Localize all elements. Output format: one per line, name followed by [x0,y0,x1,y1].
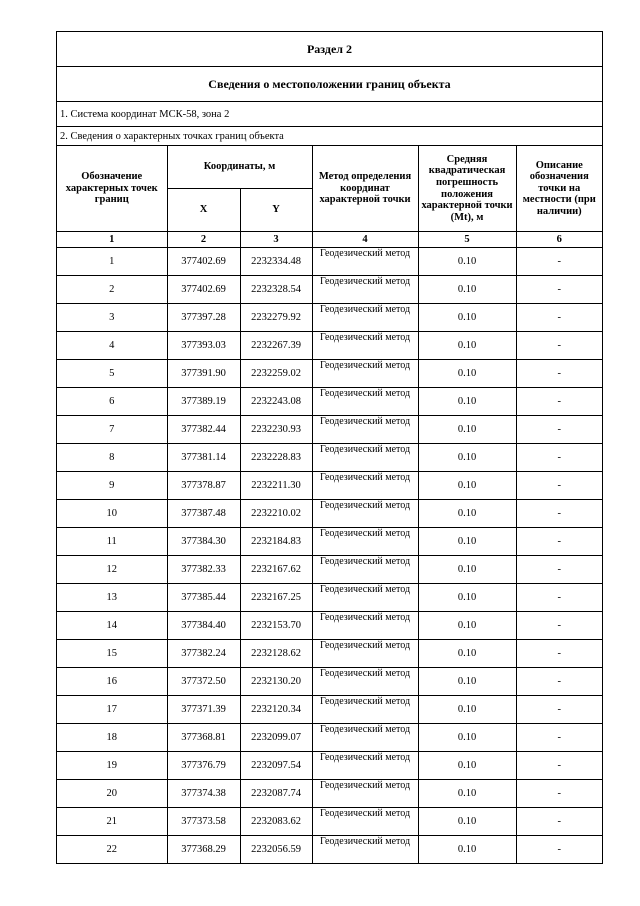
y-coordinate-cell: 2232210.02 [240,500,312,528]
coord-system-line: 1. Система координат МСК-58, зона 2 [57,102,602,127]
table-row [57,248,602,276]
error-cell: 0.10 [418,612,516,640]
y-coordinate-cell: 2232167.62 [240,556,312,584]
error-cell: 0.10 [418,472,516,500]
column-number: 4 [312,232,418,248]
x-coordinate-cell: 377378.87 [167,472,240,500]
method-cell: Геодезический метод [312,528,418,556]
x-coordinate-cell: 377387.48 [167,500,240,528]
error-cell: 0.10 [418,752,516,780]
x-coordinate-cell: 377402.69 [167,276,240,304]
point-number-cell: 7 [57,416,167,444]
description-cell: - [516,360,602,388]
method-cell: Геодезический метод [312,388,418,416]
points-heading-line: 2. Сведения о характерных точках границ объекта [57,127,602,146]
x-coordinate-cell: 377391.90 [167,360,240,388]
table-row [57,500,602,528]
point-number-cell: 13 [57,584,167,612]
point-number-cell: 9 [57,472,167,500]
method-cell: Геодезический метод [312,416,418,444]
y-coordinate-cell: 2232167.25 [240,584,312,612]
table-row [57,752,602,780]
point-number-cell: 16 [57,668,167,696]
document-sheet [56,31,603,864]
y-coordinate-cell: 2232097.54 [240,752,312,780]
point-number-cell: 4 [57,332,167,360]
point-number-cell: 18 [57,724,167,752]
x-coordinate-cell: 377384.40 [167,612,240,640]
description-cell: - [516,388,602,416]
point-number-cell: 15 [57,640,167,668]
section-title: Раздел 2 [57,32,602,67]
description-cell: - [516,724,602,752]
table-row [57,528,602,556]
x-coordinate-cell: 377373.58 [167,808,240,836]
x-coordinate-cell: 377384.30 [167,528,240,556]
point-number-cell: 6 [57,388,167,416]
method-cell: Геодезический метод [312,472,418,500]
header-coordinates: Координаты, м [167,146,312,189]
x-coordinate-cell: 377402.69 [167,248,240,276]
method-cell: Геодезический метод [312,304,418,332]
error-cell: 0.10 [418,528,516,556]
error-cell: 0.10 [418,388,516,416]
point-number-cell: 11 [57,528,167,556]
method-cell: Геодезический метод [312,668,418,696]
error-cell: 0.10 [418,248,516,276]
point-number-cell: 10 [57,500,167,528]
point-number-cell: 14 [57,612,167,640]
header-error: Средняя квадратическая погрешность положения характерной точки (Mt), м [418,146,516,232]
method-cell: Геодезический метод [312,248,418,276]
method-cell: Геодезический метод [312,360,418,388]
error-cell: 0.10 [418,780,516,808]
header-x: X [167,189,240,232]
method-cell: Геодезический метод [312,808,418,836]
table-row [57,388,602,416]
description-cell: - [516,668,602,696]
error-cell: 0.10 [418,724,516,752]
y-coordinate-cell: 2232279.92 [240,304,312,332]
column-number: 5 [418,232,516,248]
description-cell: - [516,640,602,668]
description-cell: - [516,612,602,640]
x-coordinate-cell: 377371.39 [167,696,240,724]
description-cell: - [516,752,602,780]
x-coordinate-cell: 377368.29 [167,836,240,864]
method-cell: Геодезический метод [312,584,418,612]
description-cell: - [516,780,602,808]
y-coordinate-cell: 2232083.62 [240,808,312,836]
header-designation: Обозначение характерных точек границ [57,146,167,232]
table-row [57,556,602,584]
y-coordinate-cell: 2232153.70 [240,612,312,640]
header-description: Описание обозначения точки на местности (при наличии) [516,146,602,232]
header-method: Метод определения координат характерной точки [312,146,418,232]
table-row [57,304,602,332]
x-coordinate-cell: 377368.81 [167,724,240,752]
y-coordinate-cell: 2232267.39 [240,332,312,360]
column-number: 6 [516,232,602,248]
section-subtitle: Сведения о местоположении границ объекта [57,67,602,102]
y-coordinate-cell: 2232328.54 [240,276,312,304]
y-coordinate-cell: 2232230.93 [240,416,312,444]
x-coordinate-cell: 377372.50 [167,668,240,696]
y-coordinate-cell: 2232087.74 [240,780,312,808]
error-cell: 0.10 [418,444,516,472]
point-number-cell: 19 [57,752,167,780]
point-number-cell: 12 [57,556,167,584]
table-row [57,668,602,696]
description-cell: - [516,416,602,444]
method-cell: Геодезический метод [312,556,418,584]
error-cell: 0.10 [418,556,516,584]
table-row [57,276,602,304]
error-cell: 0.10 [418,836,516,864]
column-number: 1 [57,232,167,248]
y-coordinate-cell: 2232128.62 [240,640,312,668]
y-coordinate-cell: 2232099.07 [240,724,312,752]
method-cell: Геодезический метод [312,836,418,864]
description-cell: - [516,808,602,836]
x-coordinate-cell: 377382.44 [167,416,240,444]
table-row [57,640,602,668]
description-cell: - [516,304,602,332]
error-cell: 0.10 [418,416,516,444]
error-cell: 0.10 [418,584,516,612]
error-cell: 0.10 [418,276,516,304]
table-row [57,332,602,360]
description-cell: - [516,332,602,360]
error-cell: 0.10 [418,332,516,360]
y-coordinate-cell: 2232120.34 [240,696,312,724]
y-coordinate-cell: 2232228.83 [240,444,312,472]
y-coordinate-cell: 2232056.59 [240,836,312,864]
description-cell: - [516,248,602,276]
table-row [57,808,602,836]
error-cell: 0.10 [418,640,516,668]
header-y: Y [240,189,312,232]
y-coordinate-cell: 2232130.20 [240,668,312,696]
y-coordinate-cell: 2232334.48 [240,248,312,276]
table-row [57,780,602,808]
method-cell: Геодезический метод [312,752,418,780]
y-coordinate-cell: 2232184.83 [240,528,312,556]
method-cell: Геодезический метод [312,500,418,528]
x-coordinate-cell: 377381.14 [167,444,240,472]
table-row [57,444,602,472]
method-cell: Геодезический метод [312,276,418,304]
table-row [57,724,602,752]
table-row [57,612,602,640]
method-cell: Геодезический метод [312,444,418,472]
x-coordinate-cell: 377389.19 [167,388,240,416]
point-number-cell: 8 [57,444,167,472]
x-coordinate-cell: 377382.24 [167,640,240,668]
y-coordinate-cell: 2232259.02 [240,360,312,388]
error-cell: 0.10 [418,304,516,332]
point-number-cell: 21 [57,808,167,836]
method-cell: Геодезический метод [312,724,418,752]
error-cell: 0.10 [418,500,516,528]
y-coordinate-cell: 2232211.30 [240,472,312,500]
description-cell: - [516,836,602,864]
method-cell: Геодезический метод [312,640,418,668]
method-cell: Геодезический метод [312,332,418,360]
x-coordinate-cell: 377385.44 [167,584,240,612]
column-number: 2 [167,232,240,248]
table-row [57,416,602,444]
x-coordinate-cell: 377393.03 [167,332,240,360]
x-coordinate-cell: 377397.28 [167,304,240,332]
table-row [57,360,602,388]
description-cell: - [516,472,602,500]
boundary-points-table [57,146,602,863]
point-number-cell: 20 [57,780,167,808]
x-coordinate-cell: 377376.79 [167,752,240,780]
description-cell: - [516,696,602,724]
error-cell: 0.10 [418,696,516,724]
point-number-cell: 17 [57,696,167,724]
column-number: 3 [240,232,312,248]
table-row [57,584,602,612]
error-cell: 0.10 [418,360,516,388]
description-cell: - [516,556,602,584]
point-number-cell: 2 [57,276,167,304]
point-number-cell: 3 [57,304,167,332]
description-cell: - [516,528,602,556]
error-cell: 0.10 [418,808,516,836]
method-cell: Геодезический метод [312,612,418,640]
method-cell: Геодезический метод [312,780,418,808]
point-number-cell: 22 [57,836,167,864]
description-cell: - [516,276,602,304]
point-number-cell: 5 [57,360,167,388]
table-row [57,472,602,500]
description-cell: - [516,584,602,612]
y-coordinate-cell: 2232243.08 [240,388,312,416]
error-cell: 0.10 [418,668,516,696]
description-cell: - [516,500,602,528]
x-coordinate-cell: 377374.38 [167,780,240,808]
table-row [57,696,602,724]
x-coordinate-cell: 377382.33 [167,556,240,584]
description-cell: - [516,444,602,472]
method-cell: Геодезический метод [312,696,418,724]
point-number-cell: 1 [57,248,167,276]
table-row [57,836,602,864]
